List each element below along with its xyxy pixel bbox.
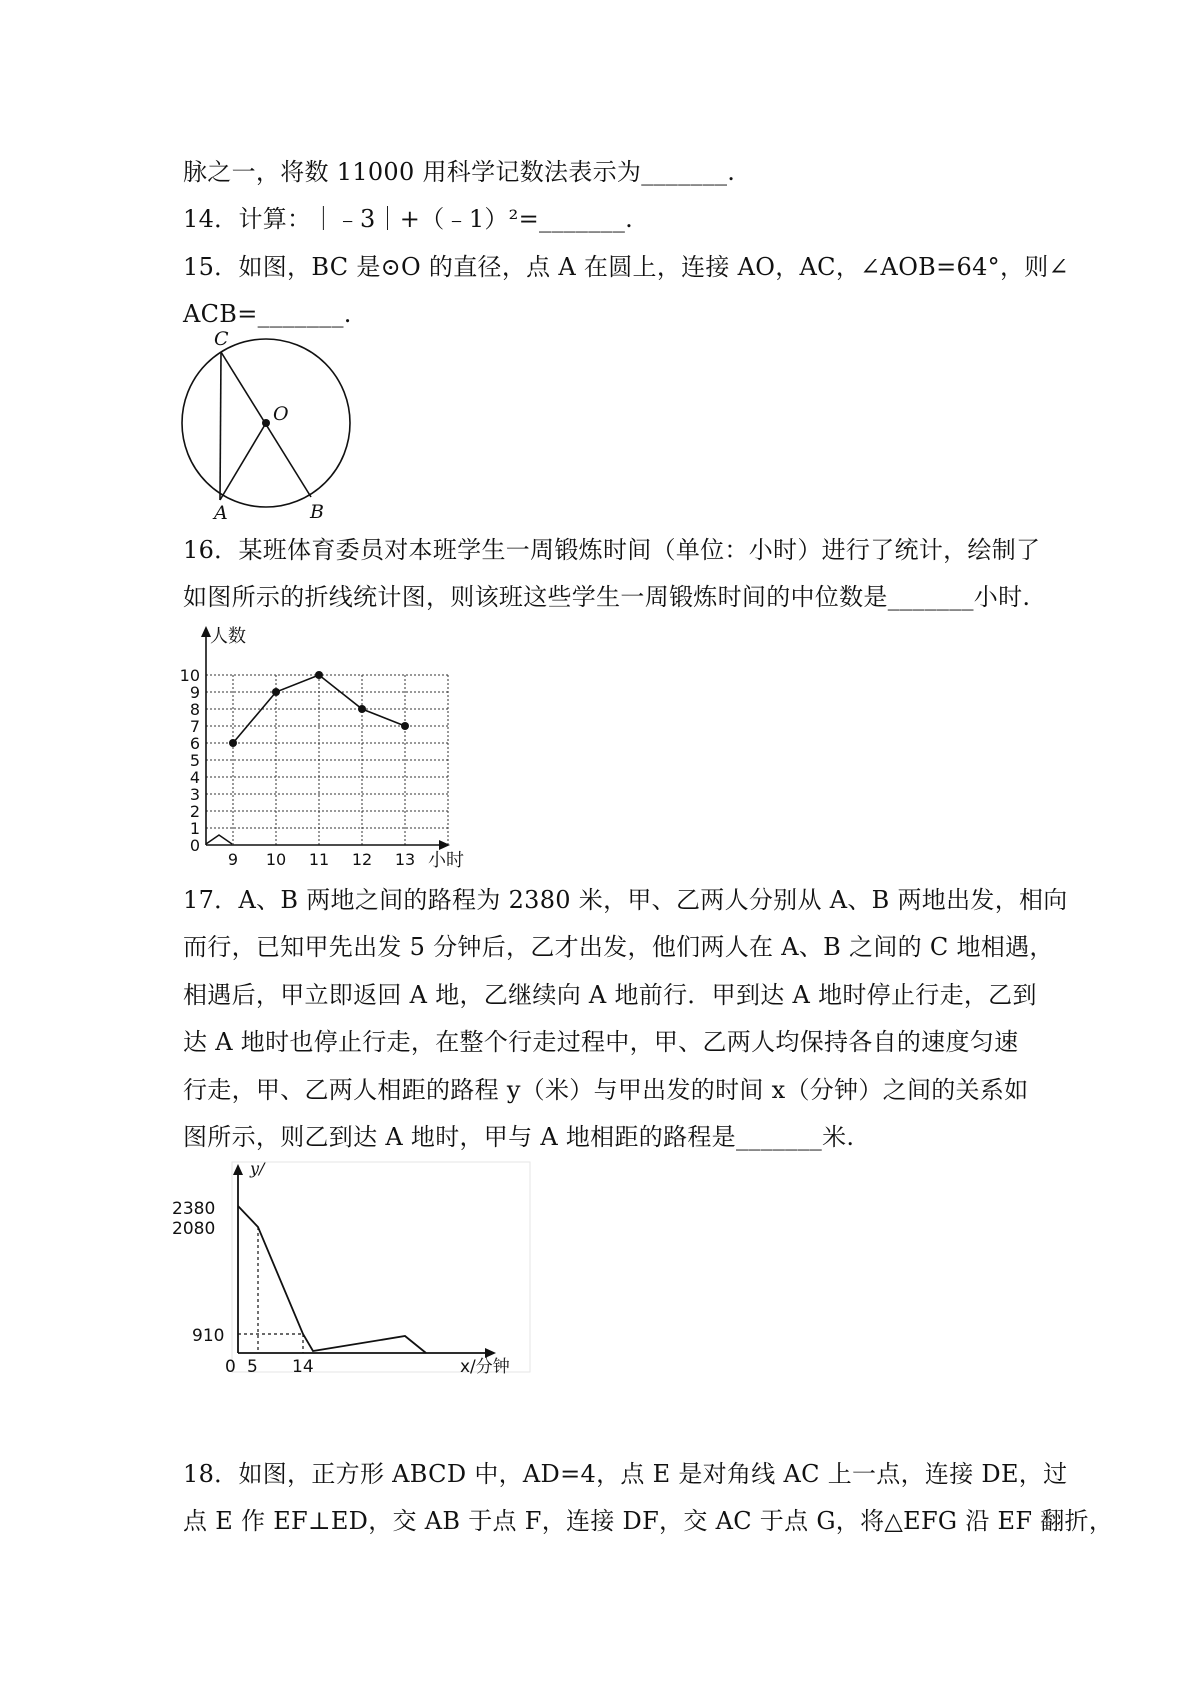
x-axis-title: x/分钟 [460, 1357, 510, 1375]
circle-figure [170, 330, 370, 525]
text-line-9: 相遇后，甲立即返回 A 地，乙继续向 A 地前行．甲到达 A 地时停止行走，乙到 [183, 981, 1037, 1009]
label-o: O [273, 403, 289, 425]
y-tick-3: 3 [189, 785, 200, 804]
x-tick-5: 5 [247, 1357, 258, 1375]
label-b: B [310, 501, 324, 523]
y-tick-8: 8 [189, 700, 200, 719]
y-tick-7: 7 [189, 717, 200, 736]
distance-time-graph [170, 1160, 540, 1375]
label-a: A [214, 502, 228, 524]
x-tick-9: 9 [227, 850, 239, 869]
text-line-5: 16．某班体育委员对本班学生一周锻炼时间（单位：小时）进行了统计，绘制了 [183, 536, 1041, 564]
text-line-14: 点 E 作 EF⊥ED，交 AB 于点 F，连接 DF，交 AC 于点 G，将△EFG 沿 EF 翻折， [183, 1507, 1114, 1535]
y-tick-2080: 2080 [172, 1219, 216, 1239]
y-tick-5: 5 [189, 751, 200, 770]
data-point-10 [272, 688, 280, 696]
text-line-6: 如图所示的折线统计图，则该班这些学生一周锻炼时间的中位数是_______小时. [183, 583, 1031, 611]
y-tick-2380: 2380 [172, 1199, 216, 1219]
x-tick-0: 0 [225, 1357, 236, 1375]
y-tick-10: 10 [179, 666, 200, 685]
text-line-4: ACB=_______. [183, 300, 352, 328]
segment-ao [220, 423, 266, 500]
y-tick-910: 910 [192, 1326, 225, 1346]
y-tick-2: 2 [189, 802, 200, 821]
x-axis-title: 小时 [428, 850, 464, 870]
text-line-10: 达 A 地时也停止行走，在整个行走过程中，甲、乙两人均保持各自的速度匀速 [183, 1028, 1019, 1056]
x-tick-12: 12 [351, 850, 373, 869]
text-line-8: 而行，已知甲先出发 5 分钟后，乙才出发，他们两人在 A、B 之间的 C 地相遇， [183, 933, 1054, 961]
x-tick-13: 13 [394, 850, 416, 869]
text-line-11: 行走，甲、乙两人相距的路程 y（米）与甲出发的时间 x（分钟）之间的关系如 [183, 1076, 1029, 1104]
y-axis-title: y/ [250, 1160, 265, 1178]
data-point-13 [401, 722, 409, 730]
text-line-1: 脉之一，将数 11000 用科学记数法表示为_______. [183, 158, 736, 186]
exercise-time-line-chart [170, 620, 490, 870]
center-point [262, 419, 270, 427]
distance-curve [238, 1206, 426, 1353]
x-axis-arrow [439, 840, 450, 850]
y-tick-6: 6 [189, 734, 200, 753]
y-axis-title: 人数 [210, 626, 246, 647]
data-point-11 [315, 671, 323, 679]
x-tick-10: 10 [265, 850, 287, 869]
y-axis-arrow [233, 1164, 243, 1175]
segment-ca [220, 352, 221, 500]
text-line-3: 15．如图，BC 是⊙O 的直径，点 A 在圆上，连接 AO，AC，∠AOB=64°，则∠ [183, 253, 1069, 281]
data-point-12 [358, 705, 366, 713]
y-tick-0: 0 [189, 836, 200, 855]
data-point-9 [229, 739, 237, 747]
text-line-13: 18．如图，正方形 ABCD 中，AD=4，点 E 是对角线 AC 上一点，连接 DE，过 [183, 1460, 1068, 1488]
label-c: C [214, 330, 229, 350]
axis-break-mark [206, 835, 232, 844]
text-line-7: 17．A、B 两地之间的路程为 2380 米，甲、乙两人分别从 A、B 两地出发，相向 [183, 886, 1068, 914]
text-line-12: 图所示，则乙到达 A 地时，甲与 A 地相距的路程是_______米. [183, 1123, 855, 1151]
y-tick-1: 1 [189, 819, 200, 838]
y-tick-9: 9 [189, 683, 200, 702]
y-tick-4: 4 [189, 768, 200, 787]
text-line-2: 14．计算：｜﹣3｜+（﹣1）²=_______. [183, 205, 634, 233]
x-tick-11: 11 [308, 850, 330, 869]
x-tick-14: 14 [292, 1357, 314, 1375]
